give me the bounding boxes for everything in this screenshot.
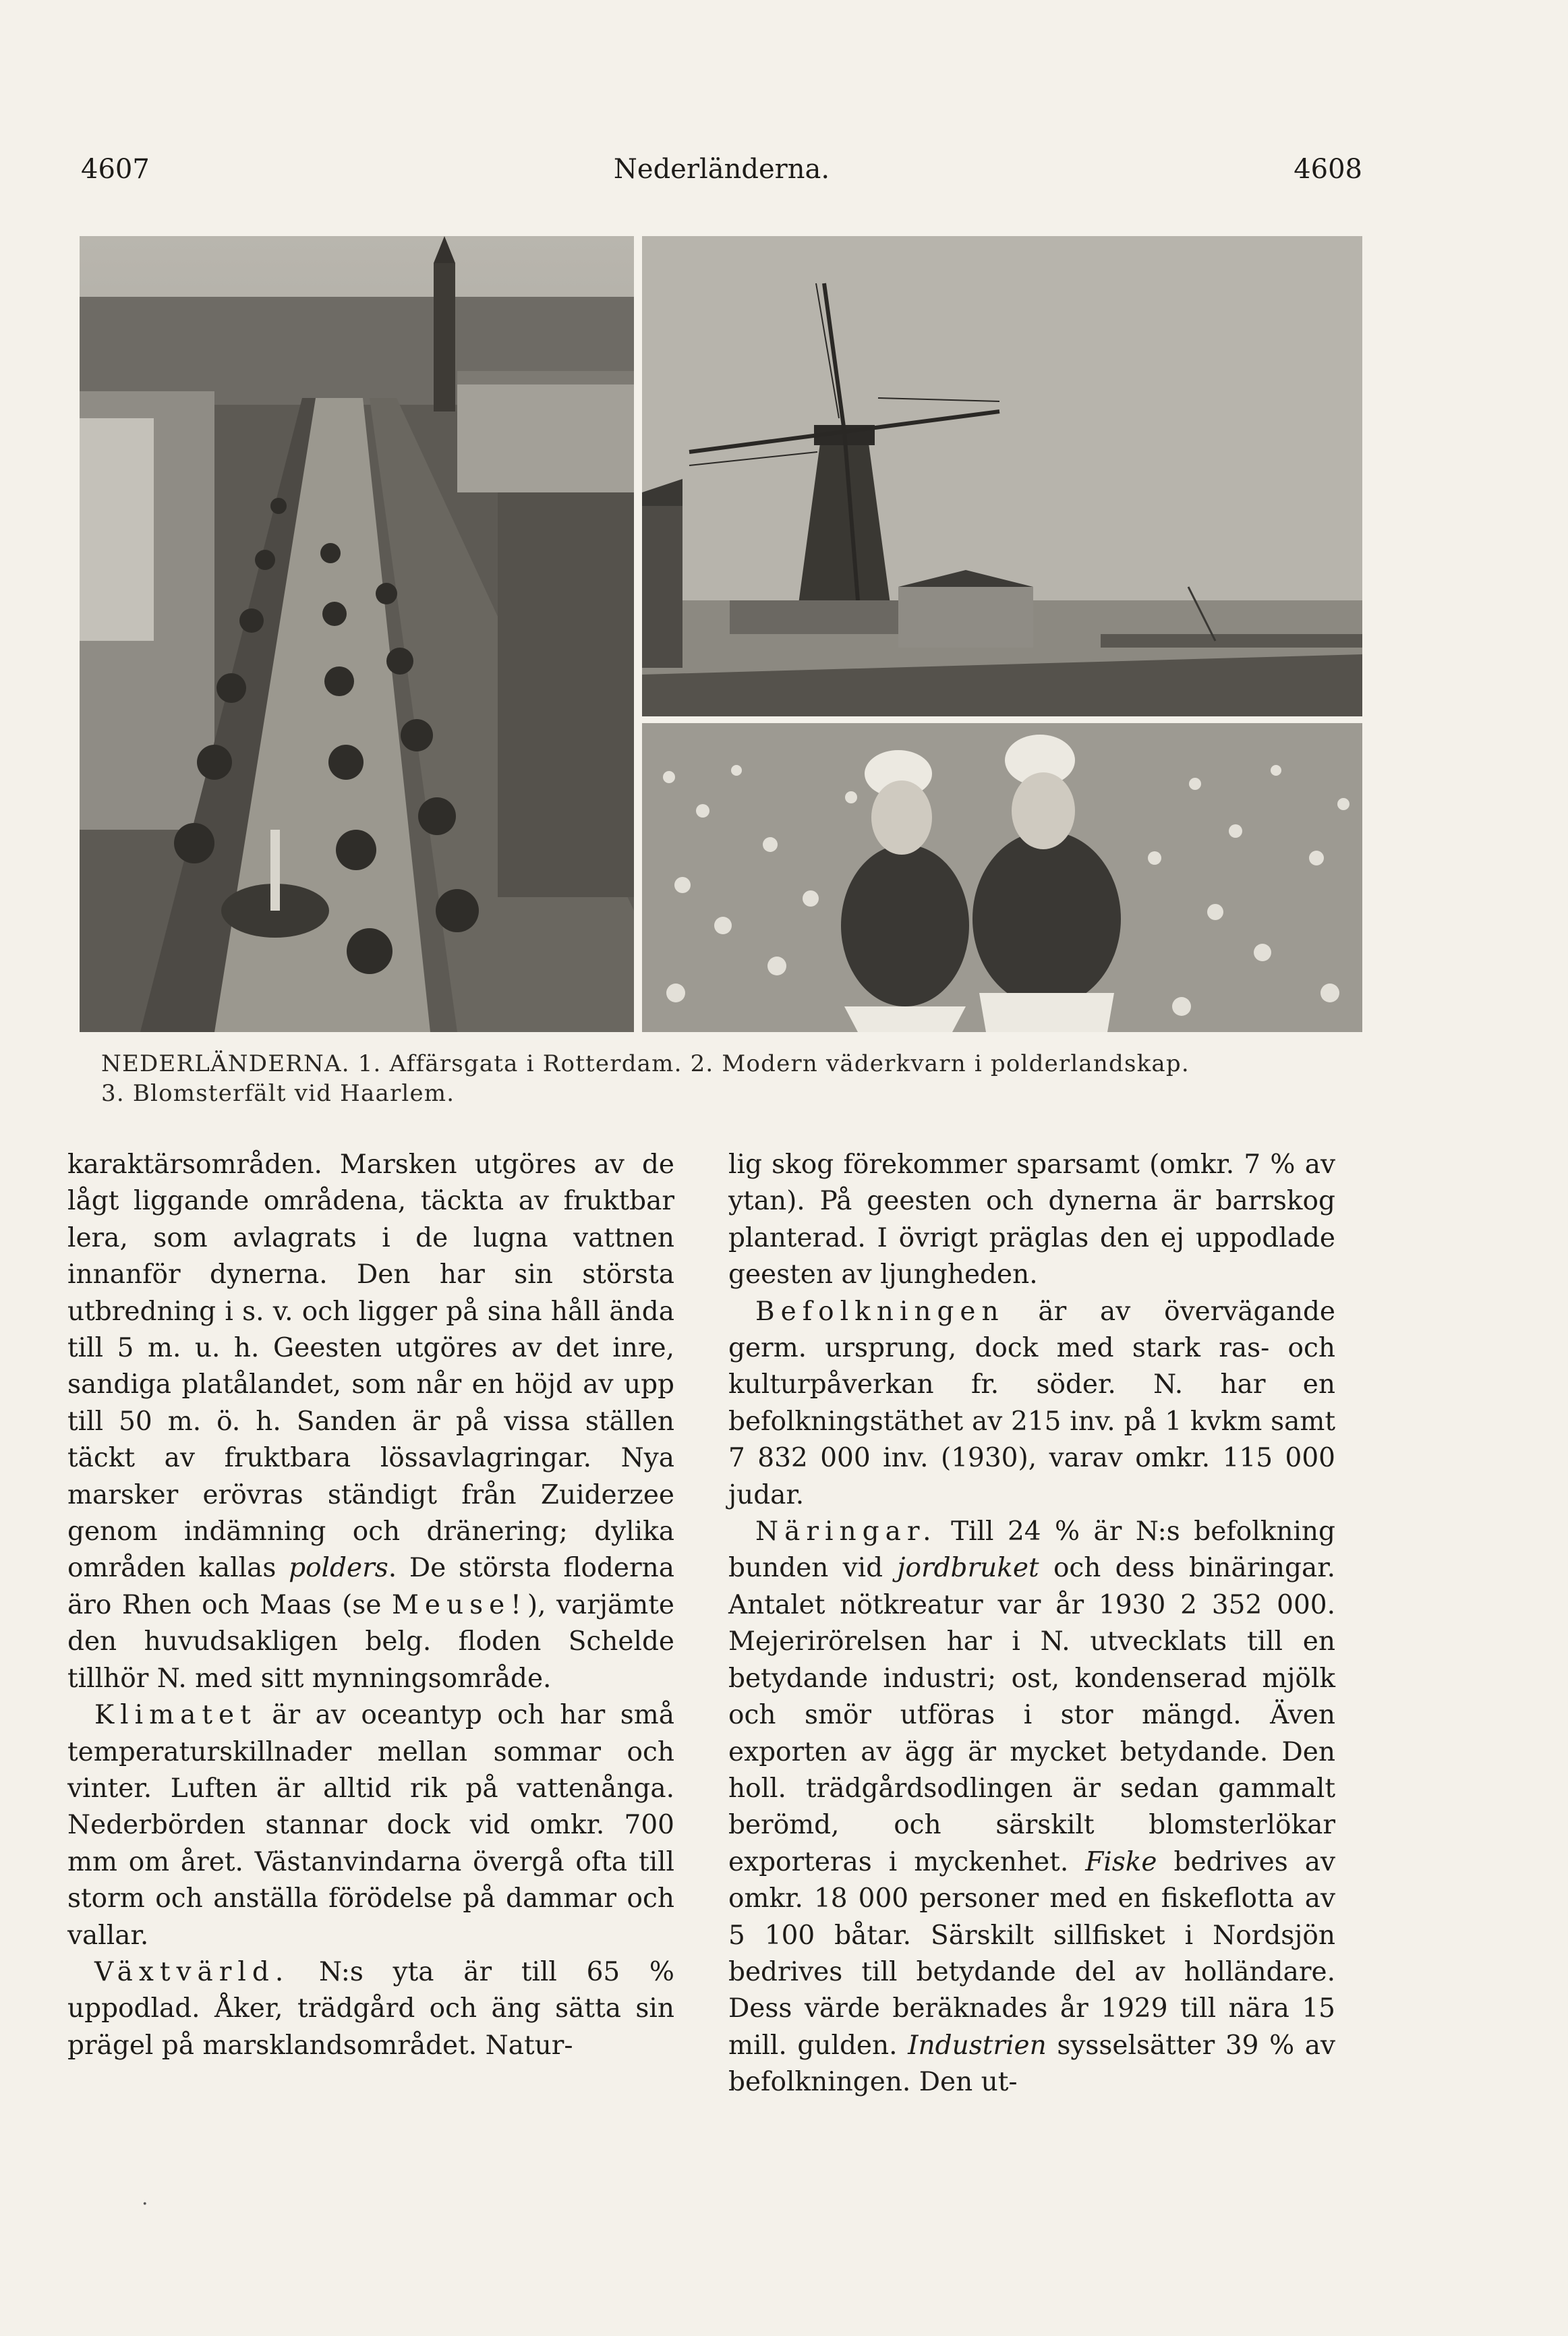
text-column-right: [728, 1147, 1335, 2101]
caption-line-1: NEDERLÄNDERNA. 1. Affärsgata i Rotterdam. 2. Modern väderkvarn i polderlandskap.: [101, 1050, 1190, 1077]
page-number-left: 4607: [81, 154, 150, 185]
windmill-illustration: [642, 236, 1362, 716]
paragraph-vaxtvarld: Växtvärld. N:s yta är till 65 % uppodlad. Åker, trädgård och äng sätta sin prägel på marsklandsområdet. Natur-: [67, 1956, 674, 2061]
text-column-left: [67, 1147, 674, 2064]
paragraph-klimat: Klimatet är av oceantyp och har små temperaturskillnader mellan sommar och vinter. Luften är alltid rik på vattenånga. Nederbörden stannar dock vid omkr. 700 mm om året. Västanvindarna övergå ofta till storm och anställa förödelse på dammar och vallar.: [67, 1700, 674, 1951]
page-number-right: 4608: [1294, 154, 1362, 185]
running-header: [81, 154, 1362, 201]
flower-field-illustration: [642, 723, 1362, 1032]
paragraph-marsk: karaktärsområden. Marsken utgöres av de lågt liggande områdena, täckta av fruktbar lera, som avlagrats i de lugna vattnen innanför dynerna. Den har sin största utbredning i s. v. och ligger på sina håll ända till 5 m. u. h. Geesten utgöres av det inre, sandiga platålandet, som når en höjd av upp till 50 m. ö. h. Sanden är på vissa ställen täckt av fruktbara lössavlagringar. Nya marsker erövras ständigt från Zuiderzee genom indämning och dränering; dylika områden kallas polders. De största floderna äro Rhen och Maas (se Meuse!), varjämte den huvudsakligen belg. floden Schelde tillhör N. med sitt mynningsområde.: [67, 1149, 675, 1694]
paragraph-skog: lig skog förekommer sparsamt (omkr. 7 % av ytan). På geesten och dynerna är barrskog planterad. I övrigt präglas den ej uppodlade geesten av ljungheden.: [728, 1149, 1335, 1290]
figure-caption: [101, 1049, 1383, 1108]
paragraph-befolkning: Befolkningen är av övervägande germ. ursprung, dock med stark ras- och kulturpåverkan fr. söder. N. har en befolkningstäthet av 215 inv. på 1 kvkm samt 7 832 000 inv. (1930), varav omkr. 115 000 judar.: [728, 1296, 1335, 1510]
caption-line-2: 3. Blomsterfält vid Haarlem.: [101, 1080, 455, 1107]
photo-flower-field: [642, 723, 1362, 1032]
paragraph-naringar: Näringar. Till 24 % är N:s befolkning bunden vid jordbruket och dess binäringar. Antalet nötkreatur var år 1930 2 352 000. Mejerirörelsen har i N. utvecklats till en betydande industri; ost, kondenserad mjölk och smör utföras i stor mängd. Även exporten av ägg är mycket betydande. Den holl. trädgårdsodlingen är sedan gammalt berömd, och särskilt blomsterlökar exporteras i myckenhet. Fiske bedrives av omkr. 18 000 personer med en fiskeflotta av 5 100 båtar. Särskilt sillfisket i Nordsjön bedrives till betydande del av holländare. Dess värde beräknades år 1929 till nära 15 mill. gulden. Industrien sysselsätter 39 % av befolkningen. Den ut-: [728, 1516, 1336, 2098]
running-title: Nederländerna.: [613, 154, 830, 185]
rotterdam-street-illustration: [80, 236, 634, 1032]
page-mark: ·: [142, 2192, 148, 2216]
photo-windmill: [642, 236, 1362, 716]
photo-rotterdam-street: [80, 236, 634, 1032]
